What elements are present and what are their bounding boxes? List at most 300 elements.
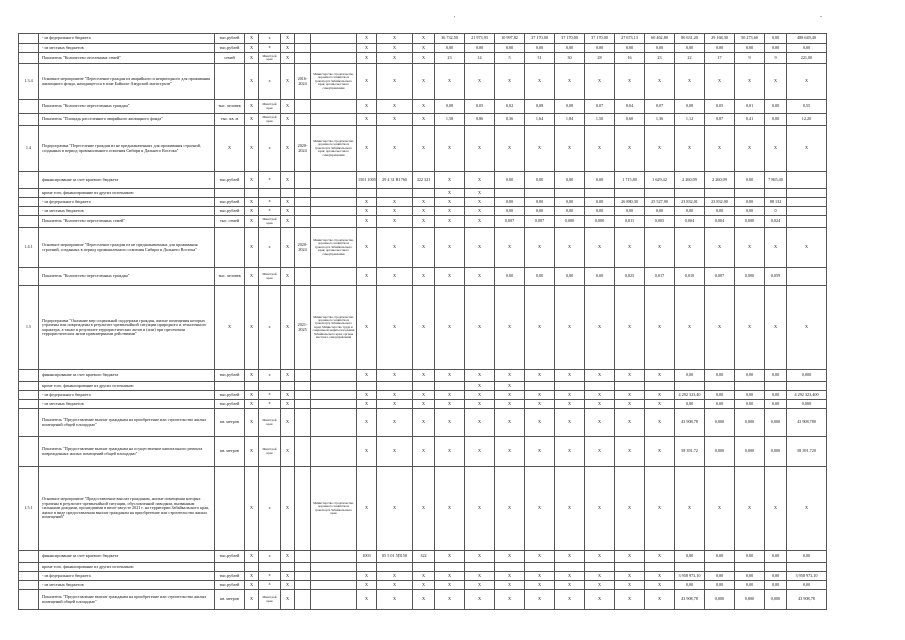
row-number: [19, 114, 39, 126]
row-value: 0,00: [675, 551, 705, 563]
row-responsible: [311, 268, 357, 286]
row-value: X: [645, 581, 675, 590]
row-value: X: [413, 53, 435, 64]
row-value: [735, 189, 765, 198]
row-value: X: [495, 581, 525, 590]
row-value: [585, 189, 615, 198]
row-value: 43 908,78: [675, 590, 705, 610]
table-row: [19, 563, 827, 572]
row-responsible-short: Минстрой края: [259, 268, 281, 286]
row-responsible-short: [259, 189, 281, 198]
row-value: 0,00: [735, 400, 765, 409]
row-responsible: [311, 391, 357, 400]
row-value: X: [413, 409, 435, 437]
row-name: - из федерального бюджета: [39, 391, 215, 400]
row-cell: [245, 563, 259, 572]
row-name: Показатель "Количество переселенных граждан": [39, 100, 215, 114]
row-responsible: [311, 551, 357, 563]
row-name: кроме того, финансирование из других источников:: [39, 382, 215, 391]
row-value: X: [465, 286, 495, 370]
row-responsible-short: X: [259, 400, 281, 409]
row-value: 0,00: [525, 268, 555, 286]
row-value: X: [735, 64, 765, 100]
row-value: 0,41: [735, 114, 765, 126]
row-years: [295, 370, 311, 382]
row-value: [675, 189, 705, 198]
table-row: [19, 172, 827, 189]
row-value: [357, 563, 377, 572]
row-cell: X: [245, 467, 259, 551]
row-number: [19, 563, 39, 572]
row-responsible: [311, 100, 357, 114]
table-row: [19, 207, 827, 216]
row-unit: [215, 467, 245, 551]
row-cell: X: [245, 370, 259, 382]
row-value: X: [377, 34, 413, 44]
row-value: X: [787, 64, 827, 100]
row-value: 22: [675, 53, 705, 64]
row-number: [19, 198, 39, 207]
row-value: X: [525, 126, 555, 172]
row-unit: кв. метров: [215, 590, 245, 610]
row-unit: [215, 228, 245, 268]
row-value: X: [555, 400, 585, 409]
table-row: [19, 409, 827, 437]
row-value: 0,00: [675, 400, 705, 409]
row-value: [413, 382, 435, 391]
row-years: 2016-2024: [295, 64, 311, 100]
row-value: [787, 172, 827, 189]
row-value: X: [465, 126, 495, 172]
row-value: X: [675, 467, 705, 551]
row-value: X: [377, 391, 413, 400]
row-years: [295, 198, 311, 207]
row-cell: X: [281, 207, 295, 216]
row-value: X: [495, 64, 525, 100]
row-cell: X: [245, 581, 259, 590]
row-cell: X: [281, 53, 295, 64]
row-value: X: [413, 391, 435, 400]
row-cell: X: [281, 198, 295, 207]
row-number: [19, 44, 39, 53]
row-value: X: [465, 551, 495, 563]
row-value: X: [377, 581, 413, 590]
row-value: [555, 189, 585, 198]
row-value: [645, 189, 675, 198]
row-value: [787, 207, 827, 216]
row-value: 21 973,93: [465, 34, 495, 44]
row-value: 4 292 323,40: [675, 391, 705, 400]
row-value: 0,004: [675, 216, 705, 228]
row-value: X: [675, 286, 705, 370]
table-row: [19, 391, 827, 400]
row-value: X: [525, 437, 555, 467]
row-name: - из местных бюджетов: [39, 207, 215, 216]
row-unit: тыс. человек: [215, 268, 245, 286]
row-responsible: [311, 563, 357, 572]
row-responsible: Министерство строительства, дорожного хозяйства и транспорта Забайкальского края; органы местного самоуправления: [311, 228, 357, 268]
row-value: X: [615, 572, 645, 581]
row-value: X: [465, 172, 495, 189]
row-value: 0,00: [675, 370, 705, 382]
row-number: [19, 53, 39, 64]
row-responsible: [311, 437, 357, 467]
table-row: [19, 126, 827, 172]
row-value: 0,00: [787, 581, 827, 590]
row-value: X: [435, 198, 465, 207]
row-value: 0,00: [495, 172, 525, 189]
row-value: [555, 382, 585, 391]
row-value: X: [357, 581, 377, 590]
row-cell: [281, 563, 295, 572]
row-value: X: [357, 467, 377, 551]
row-value: [377, 189, 413, 198]
row-name: финансирование за счет краевого бюджета: [39, 370, 215, 382]
row-value: 0,00: [705, 391, 735, 400]
row-responsible-short: Минстрой края: [259, 216, 281, 228]
row-cell: X: [281, 34, 295, 44]
row-value: 29 168,30: [705, 34, 735, 44]
row-value: [787, 268, 827, 286]
row-value: X: [435, 286, 465, 370]
row-value: X: [787, 228, 827, 268]
row-name: - из федерального бюджета: [39, 572, 215, 581]
row-cell: X: [245, 228, 259, 268]
row-value: 0,000: [765, 409, 787, 437]
row-value: X: [495, 382, 525, 391]
row-value: 0,00: [525, 172, 555, 189]
row-value: X: [377, 44, 413, 53]
row-value: 0,00: [705, 572, 735, 581]
row-value: X: [615, 64, 645, 100]
row-value: 0,05: [705, 100, 735, 114]
row-value: X: [435, 391, 465, 400]
row-value: 88 132: [765, 198, 787, 207]
table-row: [19, 189, 827, 198]
row-cell: X: [245, 391, 259, 400]
row-value: X: [377, 590, 413, 610]
row-years: [295, 551, 311, 563]
row-value: X: [413, 44, 435, 53]
row-name: - из федерального бюджета: [39, 198, 215, 207]
row-value: X: [357, 400, 377, 409]
row-value: X: [413, 590, 435, 610]
row-years: [295, 382, 311, 391]
row-value: 0,00: [735, 172, 765, 189]
row-value: 12,20: [787, 114, 827, 126]
row-value: [645, 563, 675, 572]
row-value: X: [435, 189, 465, 198]
row-value: [525, 189, 555, 198]
row-value: X: [413, 216, 435, 228]
row-number: [19, 551, 39, 563]
row-value: X: [645, 437, 675, 467]
row-value: X: [413, 34, 435, 44]
row-value: X: [495, 467, 525, 551]
table-row: [19, 34, 827, 44]
row-years: [295, 207, 311, 216]
row-responsible: [311, 400, 357, 409]
row-value: X: [525, 467, 555, 551]
row-value: X: [525, 409, 555, 437]
row-value: 0,00: [705, 44, 735, 53]
row-value: 0,00: [615, 44, 645, 53]
row-value: 5: [495, 53, 525, 64]
row-value: [735, 382, 765, 391]
row-value: X: [357, 370, 377, 382]
row-responsible: [311, 581, 357, 590]
row-unit: [215, 64, 245, 100]
row-value: X: [465, 64, 495, 100]
row-value: X: [645, 391, 675, 400]
row-value: 0,004: [705, 216, 735, 228]
row-value: X: [377, 53, 413, 64]
row-value: 1501 1005: [357, 172, 377, 189]
row-value: X: [495, 590, 525, 610]
row-unit: кв. метров: [215, 437, 245, 467]
row-value: [435, 382, 465, 391]
row-years: [295, 437, 311, 467]
row-value: X: [357, 53, 377, 64]
row-value: 0,36: [495, 114, 525, 126]
row-value: 0,00: [787, 551, 827, 563]
row-value: 0,00: [705, 207, 735, 216]
row-responsible: [311, 590, 357, 610]
row-value: 0,000: [735, 409, 765, 437]
row-unit: тыс.рублей: [215, 551, 245, 563]
row-value: X: [377, 216, 413, 228]
row-number: 1.5: [19, 286, 39, 370]
row-value: 0,00: [585, 44, 615, 53]
row-value: X: [377, 268, 413, 286]
row-value: X: [645, 400, 675, 409]
row-value: 1 715,80: [615, 172, 645, 189]
row-cell: X: [281, 590, 295, 610]
row-value: X: [377, 207, 413, 216]
row-value: X: [787, 467, 827, 551]
row-value: X: [465, 400, 495, 409]
row-value: X: [377, 286, 413, 370]
row-unit: [215, 563, 245, 572]
row-value: X: [645, 286, 675, 370]
row-value: 0,000: [705, 409, 735, 437]
row-value: 30: [555, 53, 585, 64]
row-responsible-short: X: [259, 572, 281, 581]
row-responsible: [311, 53, 357, 64]
row-number: [19, 409, 39, 437]
row-value: 0,08: [435, 100, 465, 114]
row-value: X: [525, 572, 555, 581]
row-name: Основное мероприятие "Переселение граждан из не предназначенных для проживания строений, созданных в период промышленного освоения Сибири и Дальнего Востока": [39, 228, 215, 268]
row-value: 9: [765, 53, 787, 64]
row-value: X: [435, 370, 465, 382]
row-value: 322: [413, 551, 435, 563]
row-value: X: [735, 286, 765, 370]
row-value: X: [765, 126, 787, 172]
table-row: [19, 581, 827, 590]
row-value: [465, 563, 495, 572]
row-value: [525, 382, 555, 391]
row-value: X: [495, 437, 525, 467]
row-value: X: [413, 268, 435, 286]
row-value: X: [585, 286, 615, 370]
row-value: [495, 189, 525, 198]
row-value: X: [357, 590, 377, 610]
row-value: 0,00: [735, 581, 765, 590]
row-value: X: [465, 198, 495, 207]
row-value: 1 629,42: [645, 172, 675, 189]
row-value: X: [645, 370, 675, 382]
row-value: 0,000: [787, 400, 827, 409]
row-value: [675, 382, 705, 391]
row-value: X: [615, 370, 645, 382]
row-value: [413, 189, 435, 198]
row-responsible-short: Минстрой края: [259, 437, 281, 467]
table-row: [19, 216, 827, 228]
row-unit: тыс.рублей: [215, 391, 245, 400]
row-value: 0,005: [645, 216, 675, 228]
row-value: X: [585, 581, 615, 590]
row-value: 0,00: [765, 572, 787, 581]
row-value: X: [465, 189, 495, 198]
row-value: 0,000: [735, 216, 765, 228]
row-value: [787, 189, 827, 198]
row-value: 0,87: [705, 114, 735, 126]
row-value: X: [413, 198, 435, 207]
row-value: X: [465, 268, 495, 286]
row-number: [19, 207, 39, 216]
row-value: [675, 563, 705, 572]
row-value: 28: [585, 53, 615, 64]
row-cell: X: [281, 44, 295, 53]
row-value: 4 292 323,400: [787, 391, 827, 400]
row-value: 1,84: [555, 114, 585, 126]
row-value: X: [377, 409, 413, 437]
row-value: [615, 382, 645, 391]
row-value: X: [465, 581, 495, 590]
row-value: 58 391,72: [675, 437, 705, 467]
row-cell: X: [281, 216, 295, 228]
row-value: X: [357, 409, 377, 437]
row-value: X: [413, 100, 435, 114]
row-value: 0,007: [525, 216, 555, 228]
row-value: 0,00: [525, 207, 555, 216]
row-value: X: [357, 207, 377, 216]
row-value: [705, 382, 735, 391]
row-value: 25 527,90: [645, 198, 675, 207]
row-value: 0,000: [705, 590, 735, 610]
row-unit: тыс.рублей: [215, 400, 245, 409]
row-responsible-short: X: [259, 551, 281, 563]
row-years: [295, 400, 311, 409]
row-value: [585, 382, 615, 391]
row-value: [705, 563, 735, 572]
row-value: X: [435, 590, 465, 610]
row-value: X: [615, 286, 645, 370]
row-cell: X: [245, 172, 259, 189]
row-name: кроме того, финансирование из других источников:: [39, 563, 215, 572]
row-value: 0,025: [615, 268, 645, 286]
row-unit: [215, 189, 245, 198]
row-value: [525, 563, 555, 572]
row-value: X: [787, 126, 827, 172]
row-name: - из местных бюджетов: [39, 400, 215, 409]
row-value: 0,007: [495, 216, 525, 228]
row-value: 0,010: [675, 268, 705, 286]
row-value: X: [555, 467, 585, 551]
row-responsible-short: Минстрой края: [259, 53, 281, 64]
row-value: X: [615, 467, 645, 551]
row-value: [413, 563, 435, 572]
row-value: X: [377, 198, 413, 207]
header-mark: ': [454, 16, 456, 22]
row-unit: тыс.рублей: [215, 370, 245, 382]
row-value: X: [615, 400, 645, 409]
row-value: X: [377, 370, 413, 382]
row-value: 0,00: [735, 207, 765, 216]
row-value: X: [585, 126, 615, 172]
row-unit: X: [215, 286, 245, 370]
row-value: X: [525, 370, 555, 382]
row-unit: тыс.рублей: [215, 581, 245, 590]
row-cell: X: [245, 551, 259, 563]
row-value: 0,00: [765, 44, 787, 53]
row-value: 0,00: [555, 268, 585, 286]
row-value: X: [465, 409, 495, 437]
row-value: X: [555, 590, 585, 610]
table-row: [19, 551, 827, 563]
row-responsible: [311, 172, 357, 189]
row-value: 23: [435, 53, 465, 64]
row-responsible-short: X: [259, 172, 281, 189]
row-value: [615, 189, 645, 198]
row-value: X: [705, 126, 735, 172]
row-value: X: [435, 551, 465, 563]
row-value: 10 997,82: [495, 34, 525, 44]
row-value: 0,00: [585, 172, 615, 189]
row-number: 1.4: [19, 126, 39, 172]
row-value: 0,00: [705, 581, 735, 590]
row-value: 80 631,20: [675, 34, 705, 44]
row-responsible-short: X: [259, 467, 281, 551]
row-name: Показатель "Количество переселенных граждан": [39, 268, 215, 286]
row-value: 0,00: [555, 198, 585, 207]
row-years: [295, 100, 311, 114]
row-cell: X: [281, 409, 295, 437]
row-value: X: [357, 268, 377, 286]
row-value: X: [495, 286, 525, 370]
row-value: X: [435, 467, 465, 551]
row-responsible: Министерство строительства, дорожного хозяйства и транспорта Забайкальского края: [311, 467, 357, 551]
table-row: [19, 228, 827, 268]
row-value: X: [465, 391, 495, 400]
row-unit: кв. метров: [215, 409, 245, 437]
row-cell: X: [245, 100, 259, 114]
row-responsible-short: X: [259, 391, 281, 400]
row-value: X: [377, 114, 413, 126]
row-value: 0,00: [787, 44, 827, 53]
row-years: [295, 563, 311, 572]
row-number: [19, 189, 39, 198]
row-value: 0,000: [787, 370, 827, 382]
row-value: 0,00: [765, 581, 787, 590]
row-unit: тыс. кв. м: [215, 114, 245, 126]
row-unit: тыс.рублей: [215, 572, 245, 581]
row-value: 0,00: [765, 34, 787, 44]
row-unit: семей: [215, 53, 245, 64]
row-value: 0,08: [525, 100, 555, 114]
row-value: 0,00: [765, 114, 787, 126]
